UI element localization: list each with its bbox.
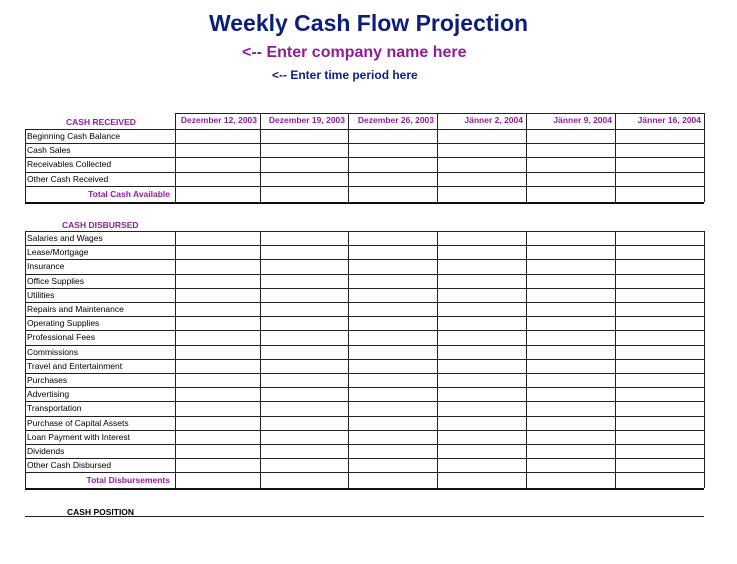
value-cell[interactable]	[438, 360, 525, 372]
total-cell[interactable]	[616, 187, 703, 201]
value-cell[interactable]	[349, 232, 436, 244]
row-label: Other Cash Received	[27, 173, 109, 184]
value-cell[interactable]	[438, 459, 525, 471]
value-cell[interactable]	[261, 417, 347, 429]
value-cell[interactable]	[438, 260, 525, 272]
column-rule	[704, 231, 705, 488]
value-cell[interactable]	[616, 275, 703, 287]
value-cell[interactable]	[527, 246, 614, 258]
value-cell[interactable]	[438, 388, 525, 400]
value-cell[interactable]	[527, 144, 614, 156]
value-cell[interactable]	[176, 260, 259, 272]
value-cell[interactable]	[527, 445, 614, 457]
value-cell[interactable]	[176, 431, 259, 443]
row-label: Salaries and Wages	[27, 233, 103, 243]
value-cell[interactable]	[438, 445, 525, 457]
value-cell[interactable]	[261, 232, 347, 244]
row-label: Commissions	[27, 346, 79, 357]
value-cell[interactable]	[616, 173, 703, 185]
value-cell[interactable]	[176, 445, 259, 457]
value-cell[interactable]	[176, 246, 259, 258]
value-cell[interactable]	[527, 402, 614, 414]
value-cell[interactable]	[349, 445, 436, 457]
value-cell[interactable]	[176, 402, 259, 414]
value-cell[interactable]	[349, 417, 436, 429]
value-cell[interactable]	[349, 275, 436, 287]
value-cell[interactable]	[261, 346, 347, 358]
value-cell[interactable]	[349, 260, 436, 272]
value-cell[interactable]	[261, 173, 347, 185]
column-rule	[175, 231, 176, 488]
value-cell[interactable]	[527, 260, 614, 272]
value-cell[interactable]	[261, 445, 347, 457]
value-cell[interactable]	[349, 130, 436, 142]
value-cell[interactable]	[527, 360, 614, 372]
value-cell[interactable]	[261, 260, 347, 272]
value-cell[interactable]	[616, 289, 703, 301]
value-cell[interactable]	[349, 360, 436, 372]
value-cell[interactable]	[349, 346, 436, 358]
value-cell[interactable]	[616, 388, 703, 400]
value-cell[interactable]	[527, 317, 614, 329]
value-cell[interactable]	[527, 289, 614, 301]
total-cell[interactable]	[527, 187, 614, 201]
column-rule	[437, 113, 438, 202]
value-cell[interactable]	[438, 317, 525, 329]
value-cell[interactable]	[176, 388, 259, 400]
date-column-header: Jänner 2, 2004	[464, 115, 523, 125]
column-rule	[704, 113, 705, 202]
row-label: Office Supplies	[27, 275, 85, 286]
value-cell[interactable]	[527, 173, 614, 185]
value-cell[interactable]	[349, 374, 436, 386]
row-label: Operating Supplies	[27, 318, 100, 329]
value-cell[interactable]	[261, 402, 347, 414]
value-cell[interactable]	[438, 232, 525, 244]
value-cell[interactable]	[616, 459, 703, 471]
row-label: Beginning Cash Balance	[27, 131, 121, 141]
value-cell[interactable]	[349, 388, 436, 400]
value-cell[interactable]	[438, 158, 525, 170]
value-cell[interactable]	[261, 317, 347, 329]
value-cell[interactable]	[616, 360, 703, 372]
value-cell[interactable]	[527, 417, 614, 429]
value-cell[interactable]	[176, 130, 259, 142]
total-cell[interactable]	[616, 473, 703, 487]
cash-position-heading: CASH POSITION	[67, 507, 135, 517]
value-cell[interactable]	[261, 130, 347, 142]
value-cell[interactable]	[438, 331, 525, 343]
value-cell[interactable]	[261, 158, 347, 170]
row-label: Transportation	[27, 403, 82, 414]
value-cell[interactable]	[261, 360, 347, 372]
value-cell[interactable]	[349, 289, 436, 301]
value-cell[interactable]	[438, 275, 525, 287]
value-cell[interactable]	[616, 260, 703, 272]
value-cell[interactable]	[261, 388, 347, 400]
value-cell[interactable]	[349, 246, 436, 258]
value-cell[interactable]	[176, 158, 259, 170]
row-label: Cash Sales	[27, 145, 71, 156]
value-cell[interactable]	[527, 459, 614, 471]
cash_received-total-label: Total Cash Available	[88, 188, 170, 199]
value-cell[interactable]	[176, 303, 259, 315]
value-cell[interactable]	[616, 331, 703, 343]
column-rule	[260, 113, 261, 202]
value-cell[interactable]	[527, 431, 614, 443]
cash-position-rule	[25, 516, 704, 517]
value-cell[interactable]	[261, 374, 347, 386]
cash-received-heading: CASH RECEIVED	[66, 117, 136, 127]
value-cell[interactable]	[616, 303, 703, 315]
value-cell[interactable]	[176, 331, 259, 343]
value-cell[interactable]	[527, 130, 614, 142]
column-rule	[25, 231, 26, 488]
total-cell[interactable]	[349, 473, 436, 487]
value-cell[interactable]	[527, 303, 614, 315]
value-cell[interactable]	[349, 331, 436, 343]
value-cell[interactable]	[176, 374, 259, 386]
value-cell[interactable]	[438, 402, 525, 414]
row-label: Dividends	[27, 446, 65, 456]
sheet-title: Weekly Cash Flow Projection	[208, 10, 529, 36]
value-cell[interactable]	[438, 431, 525, 443]
value-cell[interactable]	[438, 417, 525, 429]
date-column-header: Dezember 26, 2003	[357, 115, 434, 125]
value-cell[interactable]	[616, 431, 703, 443]
value-cell[interactable]	[438, 303, 525, 315]
cash_received-total-rule	[25, 202, 704, 204]
value-cell[interactable]	[176, 317, 259, 329]
row-label: Receivables Collected	[27, 159, 112, 170]
time-period-prompt[interactable]: <-- Enter time period here	[272, 68, 418, 82]
cash-disbursed-heading: CASH DISBURSED	[62, 220, 139, 230]
value-cell[interactable]	[349, 144, 436, 156]
value-cell[interactable]	[349, 431, 436, 443]
value-cell[interactable]	[616, 144, 703, 156]
value-cell[interactable]	[527, 374, 614, 386]
row-label: Lease/Mortgage	[27, 247, 89, 258]
value-cell[interactable]	[176, 459, 259, 471]
value-cell[interactable]	[527, 388, 614, 400]
value-cell[interactable]	[616, 346, 703, 358]
value-cell[interactable]	[438, 246, 525, 258]
value-cell[interactable]	[261, 246, 347, 258]
row-label: Repairs and Maintenance	[27, 304, 124, 314]
value-cell[interactable]	[176, 360, 259, 372]
total-cell[interactable]	[261, 187, 347, 201]
column-rule	[526, 113, 527, 202]
value-cell[interactable]	[176, 417, 259, 429]
column-rule	[526, 231, 527, 488]
value-cell[interactable]	[616, 374, 703, 386]
row-label: Loan Payment with Interest	[27, 431, 131, 442]
value-cell[interactable]	[261, 303, 347, 315]
row-label: Purchase of Capital Assets	[27, 417, 129, 428]
row-label: Advertising	[27, 389, 70, 400]
value-cell[interactable]	[438, 289, 525, 301]
value-cell[interactable]	[616, 158, 703, 170]
value-cell[interactable]	[349, 459, 436, 471]
column-rule	[348, 231, 349, 488]
column-rule	[615, 113, 616, 202]
value-cell[interactable]	[616, 130, 703, 142]
value-cell[interactable]	[438, 173, 525, 185]
value-cell[interactable]	[349, 158, 436, 170]
row-label: Insurance	[27, 261, 65, 272]
value-cell[interactable]	[176, 275, 259, 287]
value-cell[interactable]	[527, 346, 614, 358]
value-cell[interactable]	[616, 402, 703, 414]
value-cell[interactable]	[349, 303, 436, 315]
column-rule	[175, 113, 176, 202]
value-cell[interactable]	[616, 445, 703, 457]
value-cell[interactable]	[176, 144, 259, 156]
total-cell[interactable]	[438, 187, 525, 201]
total-cell[interactable]	[349, 187, 436, 201]
value-cell[interactable]	[438, 130, 525, 142]
date-column-header: Jänner 9, 2004	[553, 115, 612, 125]
company-name-prompt[interactable]: <-- Enter company name here	[242, 44, 467, 61]
total-cell[interactable]	[438, 473, 525, 487]
date-column-header: Jänner 16, 2004	[637, 115, 701, 125]
date-column-header: Dezember 19, 2003	[268, 115, 345, 125]
date-column-header: Dezember 12, 2003	[180, 115, 257, 125]
value-cell[interactable]	[349, 402, 436, 414]
value-cell[interactable]	[261, 289, 347, 301]
value-cell[interactable]	[261, 331, 347, 343]
value-cell[interactable]	[527, 232, 614, 244]
value-cell[interactable]	[616, 417, 703, 429]
value-cell[interactable]	[176, 232, 259, 244]
value-cell[interactable]	[261, 431, 347, 443]
column-rule	[260, 231, 261, 488]
value-cell[interactable]	[438, 346, 525, 358]
column-rule	[348, 113, 349, 202]
row-label: Other Cash Disbursed	[27, 460, 112, 471]
value-cell[interactable]	[616, 232, 703, 244]
value-cell[interactable]	[616, 246, 703, 258]
value-cell[interactable]	[261, 459, 347, 471]
value-cell[interactable]	[349, 317, 436, 329]
value-cell[interactable]	[527, 158, 614, 170]
value-cell[interactable]	[349, 173, 436, 185]
column-rule	[25, 129, 26, 202]
row-label: Purchases	[27, 375, 68, 385]
value-cell[interactable]	[261, 275, 347, 287]
total-cell[interactable]	[261, 473, 347, 487]
value-cell[interactable]	[616, 317, 703, 329]
column-rule	[437, 231, 438, 488]
value-cell[interactable]	[527, 331, 614, 343]
value-cell[interactable]	[176, 173, 259, 185]
value-cell[interactable]	[261, 144, 347, 156]
value-cell[interactable]	[176, 289, 259, 301]
total-cell[interactable]	[176, 473, 259, 487]
value-cell[interactable]	[438, 374, 525, 386]
cash_disbursed-total-label: Total Disbursements	[86, 475, 170, 486]
total-cell[interactable]	[527, 473, 614, 487]
column-rule	[615, 231, 616, 488]
total-cell[interactable]	[176, 187, 259, 201]
value-cell[interactable]	[527, 275, 614, 287]
value-cell[interactable]	[438, 144, 525, 156]
cash_disbursed-total-rule	[25, 488, 704, 490]
row-label: Travel and Entertainment	[27, 360, 123, 371]
row-label: Professional Fees	[27, 332, 96, 343]
row-label: Utilities	[27, 289, 55, 300]
value-cell[interactable]	[176, 346, 259, 358]
